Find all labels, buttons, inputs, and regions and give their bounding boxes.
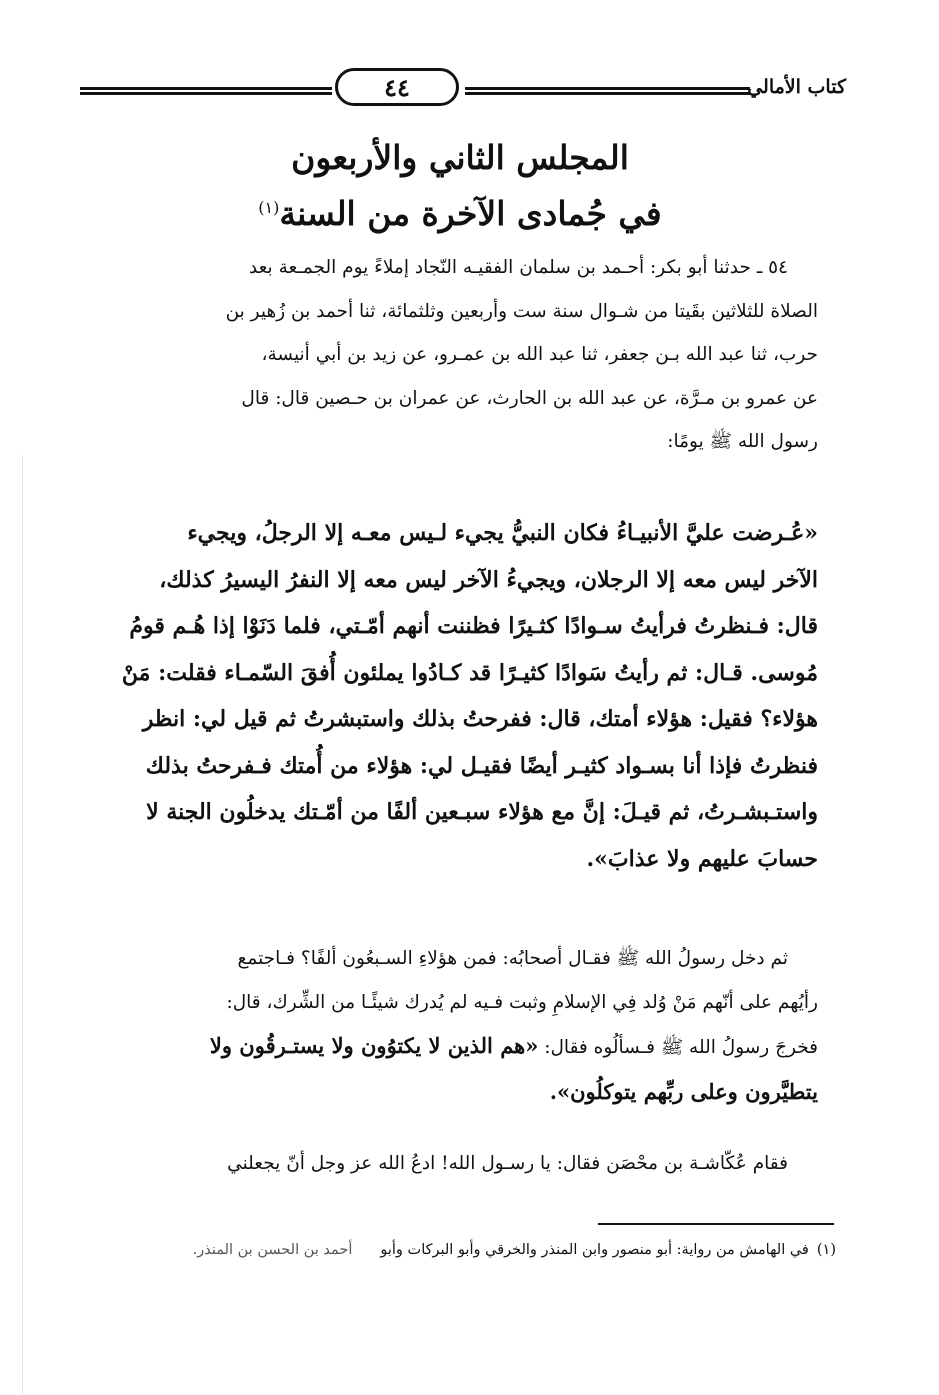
hadith-line: مُوسى. قـال: ثم رأيتُ سَوادًا كثيـرًا قد كـادُوا يملئون أُفقَ السّمـاء فقلت: مَنْ [121,659,818,686]
narration-line: ٥٤ ـ حدثنا أبو بكر: أحـمد بن سلمان الفقيـه النّجاد إملاءً يوم الجمـعة بعد [248,257,788,278]
after-hadith-plain-text: فخرجَ رسولُ الله ﷺ فـسألُوه فقال: [538,1037,818,1058]
footnote-separator [598,1223,834,1225]
hadith-text [96,510,818,882]
after-hadith-paragraph [96,937,818,1113]
hadith-line: قال: فـنظرتُ فرأيتُ سـوادًا كثـيرًا فظننت أنهم أمّـتي، فلما دَنَوْا إذا هُـم قومُ [129,613,818,639]
footnote-marker: (١) [258,198,280,217]
session-subtitle-text: في جُمادى الآخرة من السنة [279,194,662,233]
narration-paragraph [96,246,818,464]
after-hadith-line: ثم دخل رسولُ الله ﷺ فقـال أصحابُه: فمن هؤلاءِ السـبعُون ألفًا؟ فـاجتمع [237,948,788,969]
hadith-line: حسابَ عليهم ولا عذابَ». [586,845,818,872]
narration-line: عن عمرو بن مـرَّة، عن عبد الله بن الحارث، عن عمران بن حـصين قال: قال [241,387,818,409]
book-title: كتاب الأمالي [747,76,846,98]
after-hadith-bold-text: «هم الذين لا يكتوُون ولا يستـرقُون ولا [209,1033,539,1058]
page-header [70,68,846,112]
footnote-text: في الهامش من رواية: أبو منصور وابن المنذر والخرقي وأبو البركات وأبو [380,1242,809,1258]
narration-line: حرب، ثنا عبد الله بـن جعفر، ثنا عبد الله بن عمـرو، عن زيد بن أبي أنيسة، [261,344,818,365]
scan-edge-line [22,455,23,1395]
after-hadith-line: رأيُهم على أنّهم مَنْ وُلد فِي الإسلامِ وثبت فـيه لم يُدرك شيئًـا من الشِّرك، قال: [226,991,818,1013]
narration-line: الصلاة للثلاثين بقَيتا من شـوال سنة ست وأربعين وثلثمائة، ثنا أحمد بن زُهير بن [225,300,818,322]
hadith-line: الآخر ليس معه إلا الرجلان، ويجيءُ الآخر ليس معه إلا النفرُ اليسيرُ كذلك، [159,566,818,593]
header-rule-right [465,87,750,90]
last-paragraph [96,1142,818,1186]
hadith-line: «عُـرضت عليَّ الأنبيـاءُ فكان النبيُّ يجيء لـيس معـه إلا الرجلُ، ويجيء [187,520,818,546]
session-subtitle [60,186,860,236]
footnote-text-end: أحمد بن الحسن بن المنذر. [192,1242,353,1258]
session-title: المجلس الثاني والأربعون [291,138,629,177]
narration-line: رسول الله ﷺ يومًا: [667,431,818,452]
hadith-line: هؤلاء؟ فقيل: هؤلاء أمتك، قال: ففرحتُ بذلك واستبشرتُ ثم قيل لي: انظر [142,706,818,732]
header-rule-left [80,87,332,90]
page-number: ٤٤ [384,72,410,102]
hadith-line: فنظرتُ فإذا أنا بسـواد كثيـر أيضًا فقيـل لي: هؤلاء من أُمتك فـفرحتُ بذلك [145,752,818,779]
page-number-oval [335,68,459,106]
after-hadith-line-mixed [96,1024,818,1070]
after-hadith-bold-line: يتطيَّرون وعلى ربِّهم يتوكلُون». [549,1078,818,1104]
last-paragraph-line: فقام عُكّاشـة بن محْصَن فقال: يا رسـول الله! ادعُ الله عز وجل أنّ يجعلني [227,1153,788,1174]
footnote [96,1238,836,1262]
footnote-number: (١) [816,1242,836,1258]
hadith-line: واستـبشـرتُ، ثم قيـلَ: إنَّ مع هؤلاء سبـعين ألفًا من أمّـتك يدخلُون الجنة لا [146,799,818,825]
